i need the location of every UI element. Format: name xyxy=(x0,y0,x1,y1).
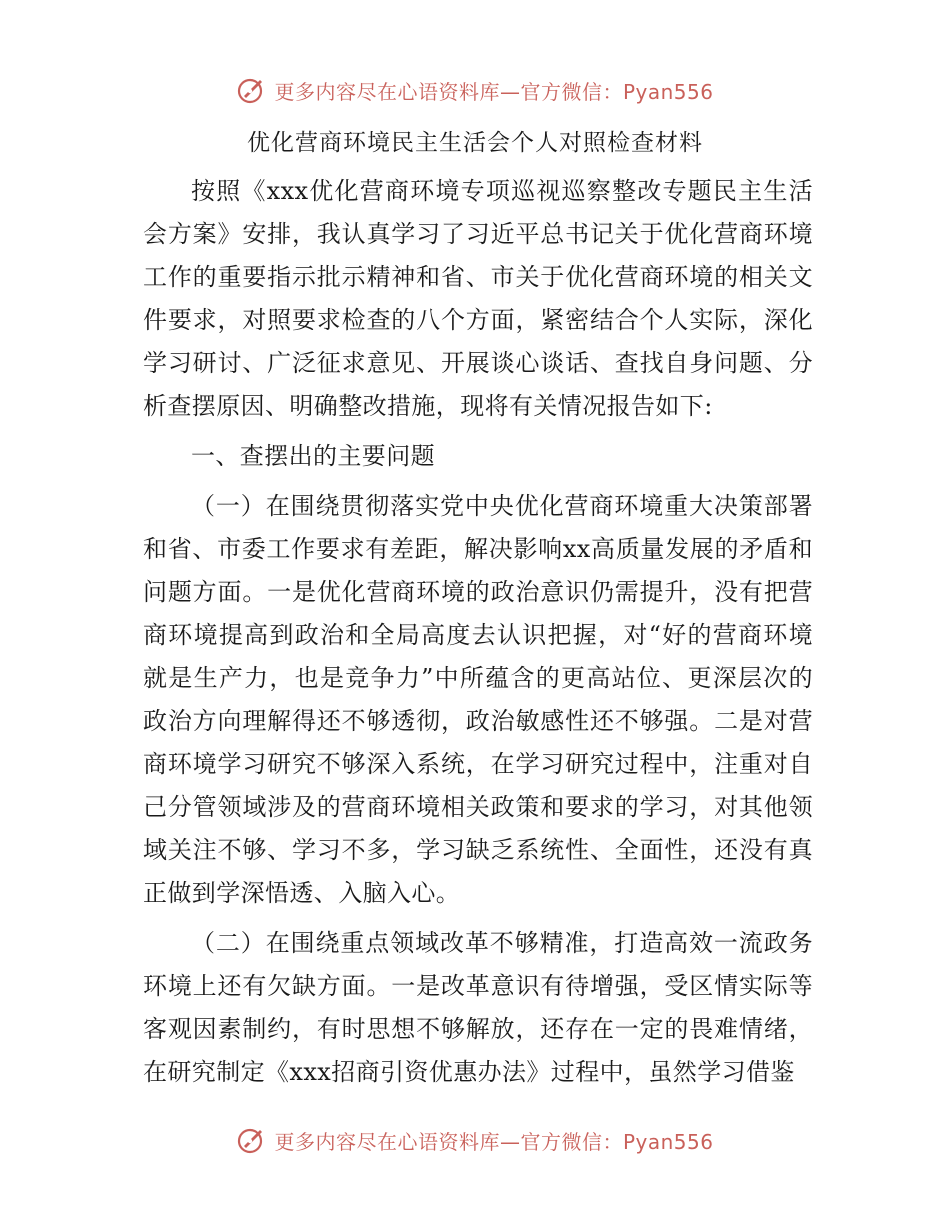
watermark-footer-inner xyxy=(236,1124,713,1156)
watermark-header-text: 更多内容尽在心语资料库—官方微信：Pyan556 xyxy=(274,79,714,104)
item-paragraph-1: （一）在围绕贯彻落实党中央优化营商环境重大决策部署和省、市委工作要求有差距，解决影响xx高质量发展的矛盾和问题方面。一是优化营商环境的政治意识仍需提升，没有把营商环境提高到政治和全局高度去认识把握，对“好的营商环境就是生产力，也是竞争力”中所蕴含的更高站位、更深层次的政治方向理解得还不够透彻，政治敏感性还不够强。二是对营商环境学习研究不够深入系统，在学习研究过程中，注重对自己分管领域涉及的营商环境相关政策和要求的学习，对其他领域关注不够、学习不多，学习缺乏系统性、全面性，还没有真正做到学深悟透、入脑入心。 xyxy=(143,492,813,907)
pen-nib-circle-icon xyxy=(236,1124,268,1156)
pen-nib-circle-icon xyxy=(236,74,268,106)
document-title: 优化营商环境民主生活会个人对照检查材料 xyxy=(247,130,703,156)
watermark-footer-text: 更多内容尽在心语资料库—官方微信：Pyan556 xyxy=(274,1129,714,1154)
section-heading-1: 一、查摆出的主要问题 xyxy=(191,442,435,470)
watermark-footer xyxy=(0,1120,950,1160)
watermark-header-inner xyxy=(236,74,713,106)
document-body xyxy=(143,170,813,1094)
watermark-header xyxy=(0,70,950,110)
intro-paragraph: 按照《xxx优化营商环境专项巡视巡察整改专题民主生活会方案》安排，我认真学习了习近平总书记关于优化营商环境工作的重要指示批示精神和省、市关于优化营商环境的相关文件要求，对照要求检查的八个方面，紧密结合个人实际，深化学习研讨、广泛征求意见、开展谈心谈话、查找自身问题、分析查摆原因、明确整改措施，现将有关情况报告如下: xyxy=(143,177,813,420)
item-paragraph-2: （二）在围绕重点领域改革不够精准，打造高效一流政务环境上还有欠缺方面。一是改革意识有待增强，受区情实际等客观因素制约，有时思想不够解放，还存在一定的畏难情绪，在研究制定《xxx招商引资优惠办法》过程中，虽然学习借鉴 xyxy=(143,929,813,1086)
